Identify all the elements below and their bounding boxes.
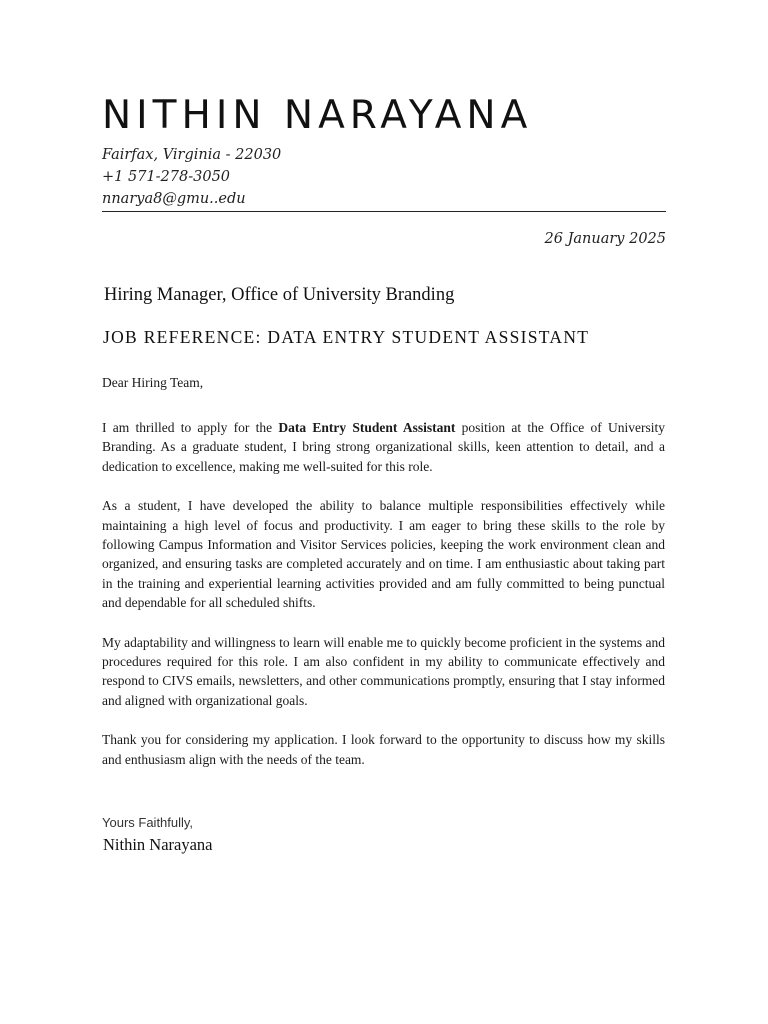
paragraph-4: Thank you for considering my application. I look forward to the opportunity to discuss how my skills and enthusiasm align with the needs of the team.: [102, 732, 665, 767]
paragraph-1-intro: I am thrilled to apply for the: [102, 420, 279, 435]
paragraph-1-rest: position at the Office of University Branding. As a graduate student, I bring strong organizational skills, keen attention to detail, and a dedication to excellence, making me well-suited for this role.: [102, 420, 666, 474]
contact-phone: +1 571-278-3050: [102, 169, 231, 185]
paragraph-3: My adaptability and willingness to learn will enable me to quickly become proficient in the systems and procedures required for this role. I am also confident in my ability to communicate effectively and respond to CIVS emails, newsletters, and other communications promptly, ensuring that I stay informed and aligned with organizational goals.: [102, 634, 665, 708]
contact-block: [102, 144, 281, 210]
recipient-line: Hiring Manager, Office of University Branding: [104, 285, 455, 305]
paragraph-2: As a student, I have developed the ability to balance multiple responsibilities effectively while maintaining a high level of focus and productivity. I am eager to bring these skills to the role by following Campus Information and Visitor Services policies, keeping the work environment clean and organized, and ensuring tasks are completed accurately and on time. I am enthusiastic about taking part in the training and experiential learning activities provided and am fully committed to being punctual and dependable for all scheduled shifts.: [102, 498, 665, 611]
position-title: Data Entry Student Assistant: [278, 420, 456, 435]
job-reference: JOB REFERENCE: DATA ENTRY STUDENT ASSISTANT: [103, 327, 590, 347]
contact-email: nnarya8@gmu..edu: [102, 191, 246, 207]
signature-name: Nithin Narayana: [103, 835, 213, 854]
header-divider: [102, 211, 666, 212]
closing-line: Yours Faithfully,: [102, 815, 194, 830]
paragraph-1: [102, 418, 665, 476]
salutation: Dear Hiring Team,: [102, 375, 204, 390]
applicant-name: NITHIN NARAYANA: [102, 93, 533, 138]
letter-body: [102, 418, 665, 789]
contact-location: Fairfax, Virginia - 22030: [102, 147, 282, 163]
letter-date: 26 January 2025: [544, 231, 666, 247]
